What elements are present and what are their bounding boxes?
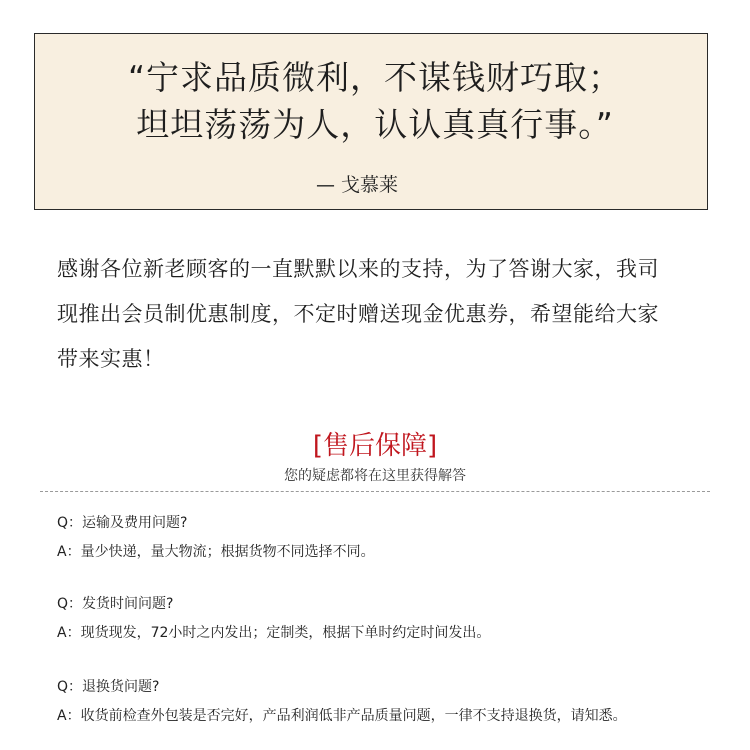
after-sales-title: [售后保障] (312, 431, 438, 461)
faq-question: Q：发货时间问题? (57, 596, 174, 612)
faq-answer: A：现货现发，72小时之内发出；定制类，根据下单时约定时间发出。 (57, 625, 491, 641)
faq-question: Q：运输及费用问题? (57, 515, 188, 531)
faq-question: Q：退换货问题? (57, 679, 160, 695)
intro-line: 现推出会员制优惠制度，不定时赠送现金优惠券，希望能给大家 (57, 302, 659, 326)
faq-answer: A：量少快递，量大物流；根据货物不同选择不同。 (57, 544, 375, 560)
faq-answer: A：收货前检查外包装是否完好，产品利润低非产品质量问题，一律不支持退换货，请知悉。 (57, 708, 627, 724)
quote-line-2: 坦坦荡荡为人，认认真真行事。” (136, 105, 614, 144)
intro-paragraph (57, 247, 707, 382)
quote-line-1: “宁求品质微利，不谋钱财巧取； (127, 58, 623, 97)
intro-line: 带来实惠！ (57, 347, 165, 371)
divider (40, 491, 710, 492)
after-sales-subtitle: 您的疑虑都将在这里获得解答 (284, 468, 466, 484)
intro-line: 感谢各位新老顾客的一直默默以来的支持，为了答谢大家，我司 (57, 257, 659, 281)
quote-author: — 戈慕莱 (316, 174, 399, 196)
